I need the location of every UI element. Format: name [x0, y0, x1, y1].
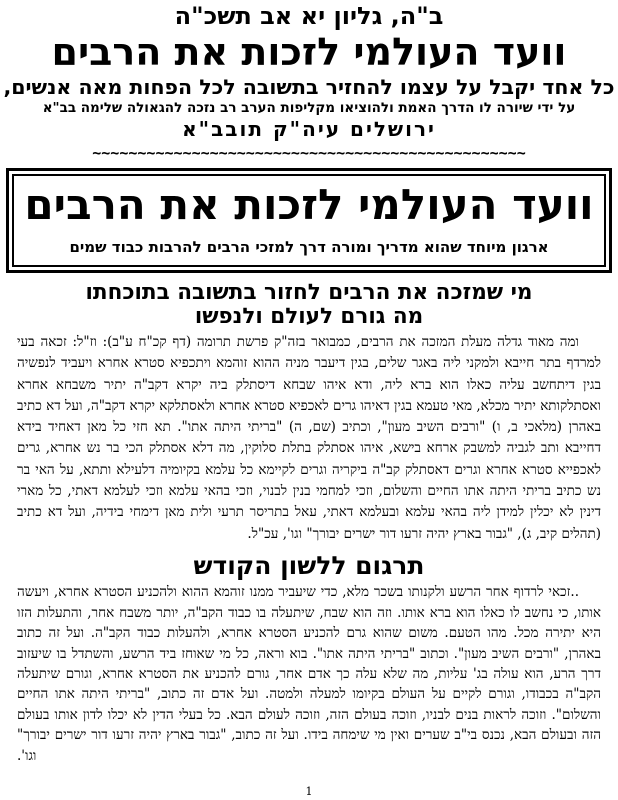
tilde-separator: ~~~~~~~~~~~~~~~~~~~~~~~~~~~~~~~~~~~~~~~~~~~~~~~~	[92, 144, 526, 163]
masthead	[0, 0, 618, 162]
masthead-subtitle-1: כל אחד יקבל על עצמו להחזיר בתשובה לכל הפחות מאה אנשים,	[3, 75, 615, 100]
translation-heading: תרגום ללשון הקודש	[193, 550, 425, 580]
masthead-subtitle-2: על ידי שיורה לו הדרך האמת ולהוציאו מקליפות הערב רב נזכה להגאולה שלימה בב"א	[42, 99, 576, 116]
boxed-banner-inner	[12, 174, 606, 267]
banner-subtitle: ארגון מיוחד שהוא מדריך ומורה דרך למזכי הרבים להרבות כבוד שמים	[69, 238, 549, 257]
masthead-city-line: ירושלים עיה"ק תובב"א	[182, 117, 436, 142]
masthead-title: וועד העולמי לזכות את הרבים	[51, 29, 567, 74]
section-heading-line-1: מי שמזכה את הרבים לחזור בתשובה בתוכחתו	[85, 279, 533, 305]
translation-paragraph: ..זכאי לרדוף אחר הרשע ולקנותו בשכר מלא, כדי שיעביר ממנו זוהמא ההוא ולהכניע הסטרא אחרא, ויעשה אותו, כי נחשב לו כאלו הוא ברא אותו. וזה הוא שבח, שיתעלה בו כבוד הקב"ה, יותר משבח אחר, והתעלות הזו היא יתירה מכל. מהו הטעם. משום שהוא גרם להכניע הסטרא אחרא, ולהעלות כבוד הקב"ה. ועל זה כתוב באהרן, "ורבים השיב מעון". וכתוב "בריתי היתה אתו". בוא וראה, כל מי שאוחז ביד הרשע, והשתדל בו שיעזוב דרך הרע, הוא עולה בג' עליות, מה שלא עלה כך אדם אחר, גורם להכניע את הסטרא אחרא, וגורם שיתעלה הקב"ה בכבודו, וגורם לקיים על העולם בקיומו למעלה ולמטה. ועל אדם זה כתוב, "בריתי היתה אתו החיים והשלום". וזוכה לראות בנים לבניו, וזוכה בעולם הזה, וזוכה לעולם הבא. כל בעלי הדין לא יכלו לדון אותו בעולם הזה ובעולם הבא, נכנס בי"ב שערים ואין מי שימחה בידו. ועל זה כתוב, "גבור בארץ יהיה זרעו דור ישרים יבורך" וגו'.	[17, 584, 601, 764]
banner-title: וועד העולמי לזכות את הרבים	[24, 180, 594, 230]
section-heading-line-2: מה גורם לעולם ולנפשו	[194, 303, 424, 329]
masthead-date-line: ב"ה, גליון יא אב תשכ"ה	[174, 2, 444, 30]
boxed-banner	[6, 168, 612, 273]
section-heading	[0, 281, 618, 329]
zohar-source-paragraph: ומה מאוד גדלה מעלת המזכה את הרבים, כמבואר בזה"ק פרשת תרומה (דף קכ"ח ע"ב): וז"ל: זכאה בעי למרדף בתר חייבא ולמקני ליה באגר שלים, בגין דיעבר מניה ההוא זוהמא ויתכפיא סטרא אחרא ויעביד לנפשיה בגין דיתחשב עליה כאלו הוא ברא ליה, ודא איהו שבחא דיסתלק ביה יקרא דקב"ה יתיר משבחא אחרא ואסתלקותא יתיר מכלא, מאי טעמא בגין דאיהו גרים לאכפיא סטרא אחרא ולאסתלקא יקרא דקב"ה, ועל דא כתיב באהרן (מלאכי ב, ו) "ורבים השיב מעון", וכתיב (שם, ה) "בריתי היתה אתו". תא חזי כל מאן דאחיד בידא דחייבא ותב לגביה למשבק ארחא בישא, איהו אסתלק בתלת סלוקין, מה דלא אסתלק הכי בר נש אחרא, גרים לאכפייא סטרא אחרא וגרים דאסתלק קב"ה ביקריה וגרים לקיימא כל עלמא בקיומיה דלעילא ותתא, על האי בר נש כתיב בריתי היתה אתו החיים והשלום, וזכי למחמי בנין לבנוי, וזכי בהאי עלמא וזכי לעלמא דאתי, כל מארי דינין לא יכלין למידן ליה בהאי עלמא ובעלמא דאתי, עאל בתריסר תרעי ולית מאן דימחי בידיה, ועל דא כתיב (תהלים קיב, ג), "גבור בארץ יהיה זרעו דור ישרים יבורך" וגו', עכ"ל.	[16, 333, 601, 542]
page-number: 1	[305, 785, 313, 798]
